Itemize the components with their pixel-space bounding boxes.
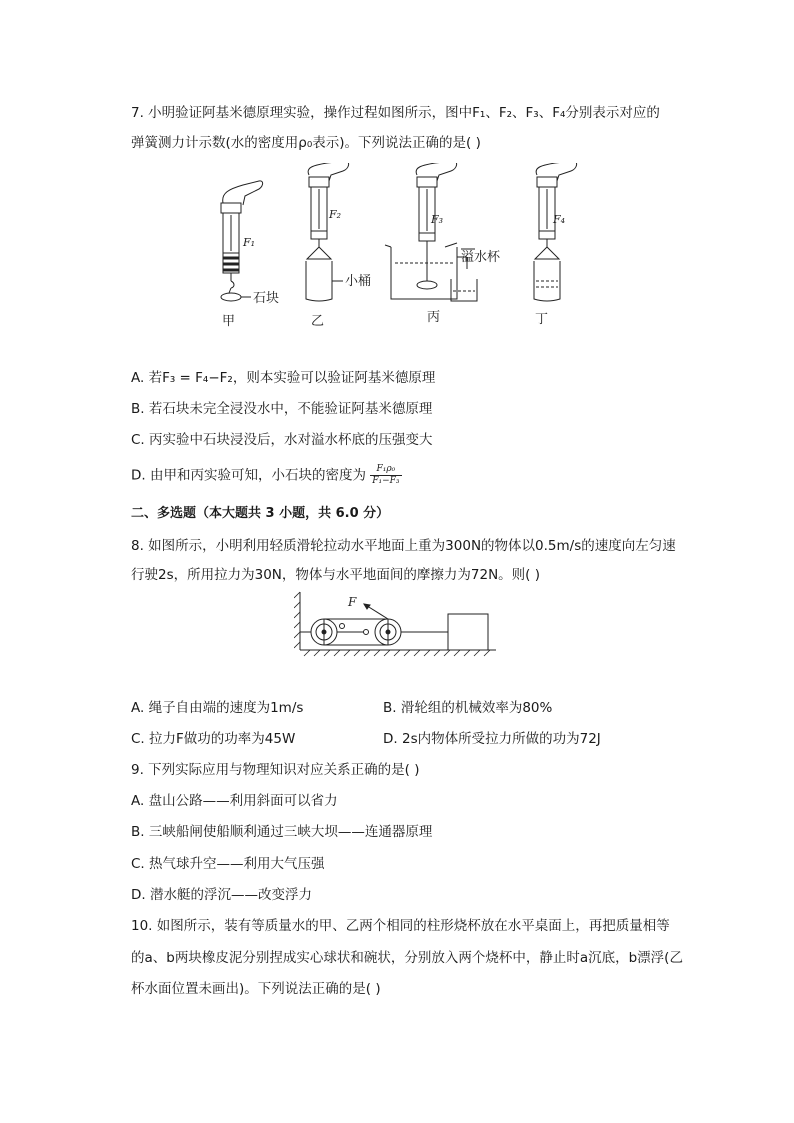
fraction-numerator: F₁ρ₀ (370, 464, 401, 476)
scale-jia (221, 181, 263, 301)
scale-yi (306, 163, 349, 301)
caption-ding: 丁 (535, 312, 549, 327)
q8-option-b: B. 滑轮组的机械效率为80% (383, 700, 553, 716)
q9-option-c: C. 热气球升空——利用大气压强 (131, 856, 325, 872)
q8-option-a: A. 绳子自由端的速度为1m/s (131, 700, 304, 716)
label-stone: 石块 (253, 291, 280, 306)
q7-option-c: C. 丙实验中石块浸没后，水对溢水杯底的压强变大 (131, 432, 433, 448)
q7-option-d-text: D. 由甲和丙实验可知，小石块的密度为 (131, 467, 366, 484)
q9-option-d: D. 潜水艇的浮沉——改变浮力 (131, 887, 312, 903)
label-overflow-cup: 溢水杯 (461, 250, 501, 265)
density-fraction (370, 464, 401, 487)
q10-stem-line1: 10. 如图所示，装有等质量水的甲、乙两个相同的柱形烧杯放在水平桌面上，再把质量相等 (131, 918, 670, 934)
label-F3: F₃ (431, 213, 444, 226)
q7-option-a: A. 若F₃ = F₄−F₂，则本实验可以验证阿基米德原理 (131, 370, 436, 386)
q8-option-d: D. 2s内物体所受拉力所做的功为72J (383, 731, 601, 747)
caption-jia: 甲 (222, 314, 236, 329)
q9-option-a: A. 盘山公路——利用斜面可以省力 (131, 793, 338, 809)
q8-pulley-figure (294, 590, 500, 662)
q9-option-b: B. 三峡船闸使船顺利通过三峡大坝——连通器原理 (131, 824, 433, 840)
scale-ding (534, 163, 577, 301)
q10-stem-line3: 杯水面位置未画出)。下列说法正确的是( ) (131, 981, 381, 997)
caption-yi: 乙 (311, 314, 325, 329)
q8-stem-line1: 8. 如图所示，小明利用轻质滑轮拉动水平地面上重为300N的物体以0.5m/s的速度向左匀速 (131, 538, 676, 554)
scale-bing (385, 163, 477, 301)
label-F2: F₂ (329, 208, 342, 221)
q10-stem-line2: 的a、b两块橡皮泥分别捏成实心球状和碗状，分别放入两个烧杯中，静止时a沉底，b漂浮(乙 (131, 950, 683, 966)
q7-stem-line2: 弹簧测力计示数(水的密度用ρ₀表示)。下列说法正确的是( ) (131, 135, 481, 151)
q7-figure (205, 163, 585, 333)
label-F1: F₁ (243, 236, 256, 249)
section-heading: 二、多选题（本大题共 3 小题，共 6.0 分） (131, 506, 390, 521)
q8-option-c: C. 拉力F做功的功率为45W (131, 731, 296, 747)
q7-stem-line1: 7. 小明验证阿基米德原理实验，操作过程如图所示，图中F₁、F₂、F₃、F₄分别表示对应的 (131, 105, 660, 121)
label-bucket: 小桶 (345, 274, 372, 289)
q7-option-d (131, 464, 402, 487)
q8-stem-line2: 行驶2s，所用拉力为30N，物体与水平地面间的摩擦力为72N。则( ) (131, 567, 541, 583)
label-F4: F₄ (553, 213, 566, 226)
caption-bing: 丙 (427, 310, 441, 325)
label-F: F (348, 595, 357, 609)
q7-option-b: B. 若石块未完全浸没水中，不能验证阿基米德原理 (131, 401, 433, 417)
q9-stem: 9. 下列实际应用与物理知识对应关系正确的是( ) (131, 762, 420, 778)
fraction-denominator: F₁−F₃ (372, 476, 400, 486)
